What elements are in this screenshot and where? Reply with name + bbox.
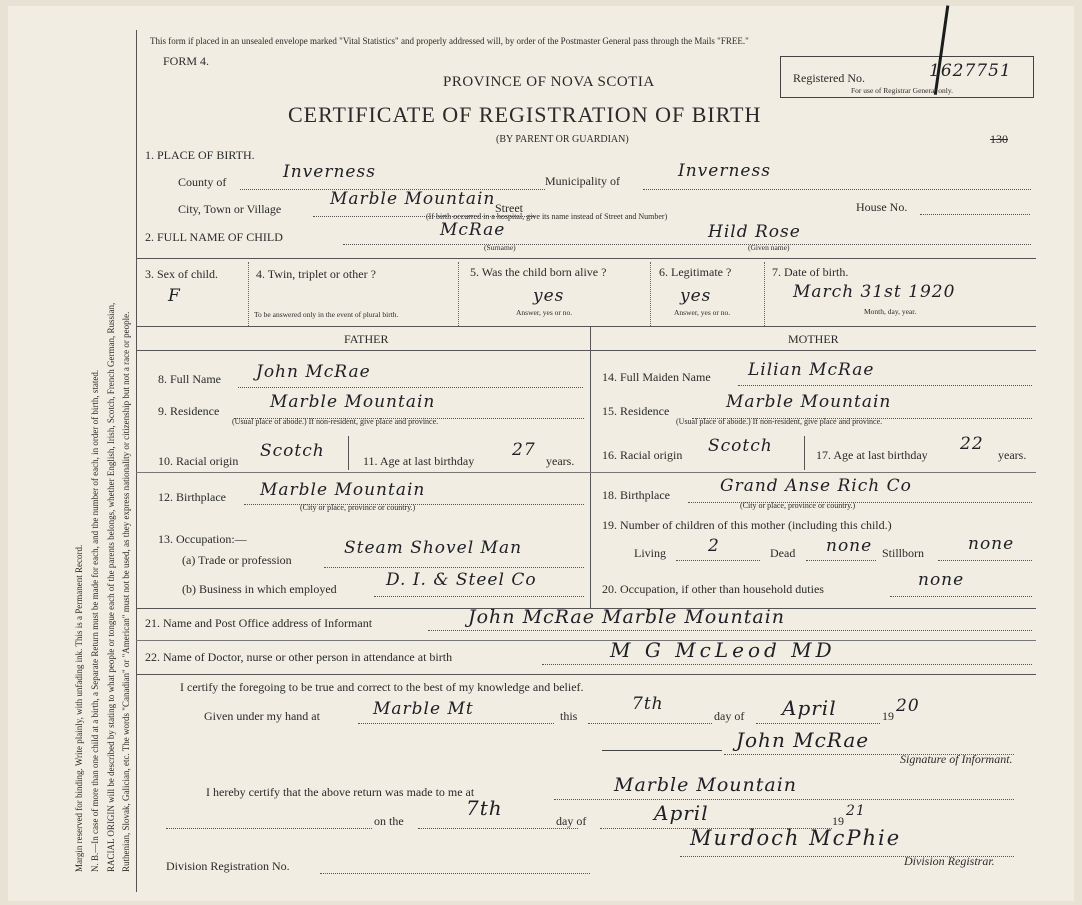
father-trade: Steam Shovel Man (344, 538, 523, 558)
this-label: this (560, 709, 578, 723)
twin-label: 4. Twin, triplet or other ? (256, 267, 376, 281)
given-place: Marble Mt (373, 699, 474, 719)
doctor-label: 22. Name of Doctor, nurse or other person in attendance at birth (145, 650, 453, 664)
registrar-year-prefix: 19 (832, 814, 844, 828)
corner-mark: 130 (990, 132, 1008, 146)
registrar-signature-caption: Division Registrar. (904, 854, 995, 868)
mother-birthplace: Grand Anse Rich Co (720, 476, 912, 496)
mother-age-label: 17. Age at last birthday (816, 448, 928, 462)
surname-caption: (Surname) (484, 243, 516, 252)
child-given-name: Hild Rose (708, 222, 801, 242)
father-business: D. I. & Steel Co (386, 570, 537, 590)
legitimate-label: 6. Legitimate ? (659, 265, 732, 279)
registrar-place: Marble Mountain (614, 774, 798, 796)
certify-statement: I certify the foregoing to be true and correct to the best of my knowledge and belief. (180, 680, 584, 694)
registered-number: 1627751 (929, 61, 1012, 81)
registrar-note: For use of Registrar General only. (851, 86, 953, 95)
mother-children-label: 19. Number of children of this mother (including this child.) (602, 518, 892, 532)
place-of-birth-label: 1. PLACE OF BIRTH. (145, 148, 255, 162)
legitimate-value: yes (680, 286, 712, 306)
father-name: John McRae (256, 362, 371, 382)
mother-name-label: 14. Full Maiden Name (602, 370, 711, 384)
certificate-subtitle: (BY PARENT OR GUARDIAN) (496, 134, 629, 145)
mother-occupation-label: 20. Occupation, if other than household duties (602, 582, 824, 596)
certify-day-of-label: day of (714, 709, 745, 723)
father-business-label: (b) Business in which employed (182, 582, 337, 596)
dead-label: Dead (770, 546, 796, 560)
father-residence-label: 9. Residence (158, 404, 220, 418)
mother-name: Lilian McRae (748, 360, 875, 380)
registrar-day-of-label: day of (556, 814, 587, 828)
mother-occupation: none (918, 570, 965, 590)
mother-residence-note: (Usual place of abode.) If non-resident, give place and province. (676, 417, 883, 426)
birth-date-label: 7. Date of birth. (772, 265, 849, 279)
registrar-signature: Murdoch McPhie (690, 826, 902, 850)
house-number-label: House No. (856, 200, 908, 214)
municipality-label: Municipality of (545, 174, 620, 188)
mother-age: 22 (960, 434, 984, 454)
father-age: 27 (512, 440, 536, 460)
birth-date-value: March 31st 1920 (793, 282, 956, 302)
informant-signature-caption: Signature of Informant. (900, 752, 1013, 766)
street-label: Street (495, 201, 523, 215)
margin-note-1: Margin reserved for binding. Write plainly, with unfading ink. This is a Permanent Record. (74, 544, 84, 872)
given-name-caption: (Given name) (748, 243, 790, 252)
mother-birthplace-label: 18. Birthplace (602, 488, 670, 502)
mother-residence-label: 15. Residence (602, 404, 670, 418)
certify-year-prefix: 19 (882, 709, 894, 723)
doctor-value: M G McLeod MD (610, 638, 836, 662)
registered-label: Registered No. (793, 71, 865, 85)
registrar-year: 21 (846, 803, 866, 819)
born-alive-note: Answer, yes or no. (516, 308, 573, 317)
hospital-note: (If birth occurred in a hospital, give its name instead of Street and Number) (426, 212, 668, 221)
child-surname: McRae (440, 220, 506, 240)
city-value: Marble Mountain (330, 189, 496, 209)
mother-birthplace-note: (City or place, province or country.) (740, 501, 856, 510)
mother-years-label: years. (998, 448, 1027, 462)
registrar-day: 7th (466, 796, 503, 820)
registered-box (780, 56, 1034, 98)
margin-note-3: RACIAL ORIGIN will be described by stating to what people or tongue each of the parents belongs, whether English, Irish, Scotch, French German, Russian, (106, 302, 116, 872)
mother-racial-label: 16. Racial origin (602, 448, 683, 462)
given-under-label: Given under my hand at (204, 709, 320, 723)
county-value: Inverness (283, 162, 376, 182)
dead-count: none (826, 536, 873, 556)
province-heading: PROVINCE OF NOVA SCOTIA (443, 74, 655, 90)
certify-day: 7th (632, 694, 664, 714)
informant-label: 21. Name and Post Office address of Informant (145, 616, 373, 630)
father-racial-label: 10. Racial origin (158, 454, 239, 468)
margin-note-4: Ruthenian, Slovak, Galician, etc. The words "Canadian" or "American" must not be used, as they express nationality or citizenship but not a race or people. (121, 311, 131, 872)
legitimate-note: Answer, yes or no. (674, 308, 731, 317)
informant-value: John McRae Marble Mountain (468, 606, 786, 628)
stillborn-label: Stillborn (882, 546, 925, 560)
certify-year: 20 (896, 696, 920, 716)
father-occupation-label: 13. Occupation:— (158, 532, 247, 546)
father-birthplace-label: 12. Birthplace (158, 490, 226, 504)
division-registration-label: Division Registration No. (166, 859, 290, 873)
father-birthplace: Marble Mountain (260, 480, 426, 500)
father-name-label: 8. Full Name (158, 372, 221, 386)
living-count: 2 (708, 536, 720, 556)
certify-month: April (782, 696, 837, 720)
sex-value: F (168, 286, 181, 306)
birth-date-note: Month, day, year. (864, 307, 917, 316)
municipality-value: Inverness (678, 161, 771, 181)
margin-rule (136, 30, 137, 892)
father-residence: Marble Mountain (270, 392, 436, 412)
registrar-statement: I hereby certify that the above return was made to me at (206, 785, 475, 799)
born-alive-label: 5. Was the child born alive ? (470, 265, 607, 279)
county-label: County of (178, 175, 227, 189)
father-racial-origin: Scotch (260, 441, 325, 461)
on-the-label: on the (374, 814, 404, 828)
form-number: FORM 4. (163, 54, 210, 68)
certificate-form (8, 6, 1074, 901)
certificate-title: CERTIFICATE OF REGISTRATION OF BIRTH (288, 102, 762, 127)
father-birthplace-note: (City or place, province or country.) (300, 503, 416, 512)
city-label: City, Town or Village (178, 202, 282, 216)
registrar-month: April (654, 801, 709, 825)
father-years-label: years. (546, 454, 575, 468)
margin-note-2: N. B.—In case of more than one child at a birth, a Separate Return must be made for each, and the number of each, in order of birth, stated. (90, 369, 100, 872)
father-age-label: 11. Age at last birthday (363, 454, 475, 468)
stillborn-count: none (968, 534, 1015, 554)
sex-label: 3. Sex of child. (145, 267, 218, 281)
twin-note: To be answered only in the event of plural birth. (254, 310, 399, 319)
child-name-label: 2. FULL NAME OF CHILD (145, 230, 283, 244)
born-alive-value: yes (533, 286, 565, 306)
father-residence-note: (Usual place of abode.) If non-resident, give place and province. (232, 417, 439, 426)
mother-residence: Marble Mountain (726, 392, 892, 412)
father-heading: FATHER (344, 332, 389, 346)
father-trade-label: (a) Trade or profession (182, 553, 292, 567)
mother-heading: MOTHER (788, 332, 839, 346)
mother-racial-origin: Scotch (708, 436, 773, 456)
informant-signature: John McRae (736, 728, 870, 752)
living-label: Living (634, 546, 666, 560)
mail-notice: This form if placed in an unsealed envelope marked "Vital Statistics" and properly addressed will, by order of the Postmaster General pass through the Mails "FREE." (150, 36, 749, 46)
